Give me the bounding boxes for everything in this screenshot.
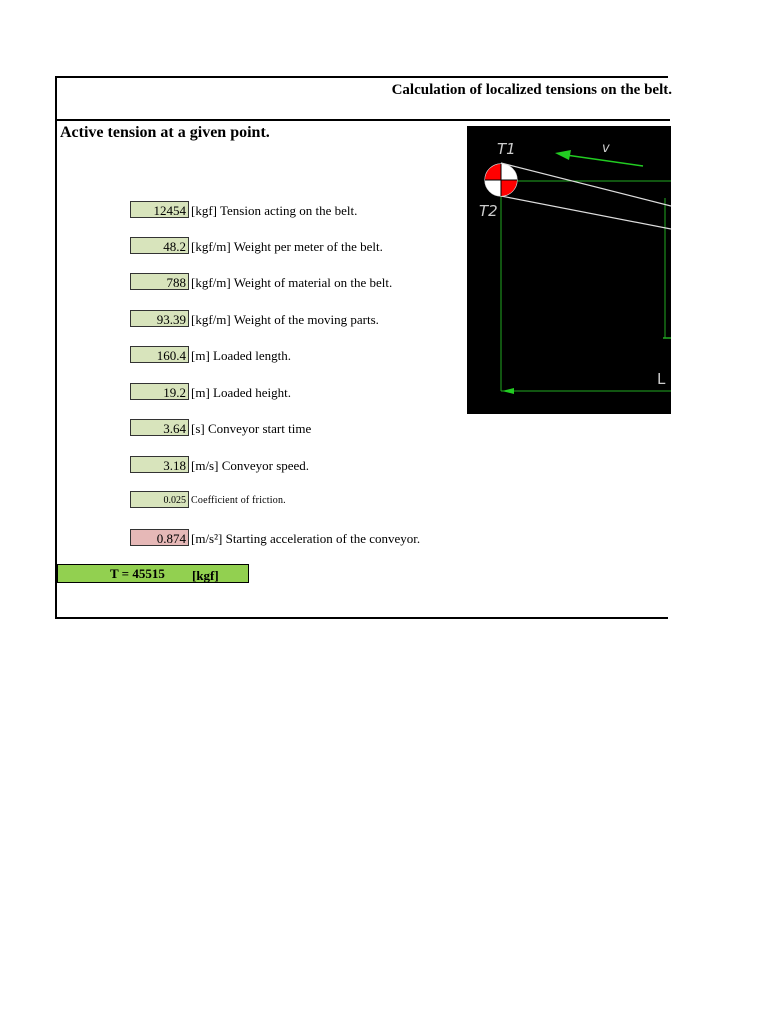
section-title: Active tension at a given point. xyxy=(60,124,270,141)
result-value: T = 45515 xyxy=(110,566,165,581)
result-cell xyxy=(57,564,249,583)
loaded-length-input[interactable]: 160.4 xyxy=(130,346,189,363)
acceleration-value: 0.874 xyxy=(130,529,189,546)
conveyor-diagram-svg xyxy=(467,126,671,414)
belt-bottom-line xyxy=(501,196,671,229)
tension-description: [kgf] Tension acting on the belt. xyxy=(191,203,358,218)
velocity-label: v xyxy=(602,141,610,156)
t1-label: T1 xyxy=(497,140,516,158)
material-weight-input[interactable]: 788 xyxy=(130,273,189,290)
start-time-description: [s] Conveyor start time xyxy=(191,421,312,436)
loaded-length-description: [m] Loaded length. xyxy=(191,348,291,363)
velocity-arrow-shaft xyxy=(559,154,643,166)
velocity-arrowhead-icon xyxy=(555,150,571,160)
length-label: L xyxy=(657,370,666,388)
calculation-sheet xyxy=(55,76,672,619)
dimension-arrowhead xyxy=(502,388,514,394)
result-unit: [kgf] xyxy=(192,568,219,583)
moving-parts-description: [kgf/m] Weight of the moving parts. xyxy=(191,312,379,327)
friction-input[interactable]: 0.025 xyxy=(130,491,189,508)
belt-weight-description: [kgf/m] Weight per meter of the belt. xyxy=(191,239,383,254)
belt-top-line xyxy=(501,163,671,206)
pulley-icon xyxy=(485,164,517,196)
speed-description: [m/s] Conveyor speed. xyxy=(191,458,310,473)
conveyor-diagram xyxy=(467,126,671,414)
speed-input[interactable]: 3.18 xyxy=(130,456,189,473)
page-title: Calculation of localized tensions on the belt. xyxy=(391,82,672,98)
title-row xyxy=(57,78,670,121)
belt-weight-input[interactable]: 48.2 xyxy=(130,237,189,254)
material-weight-description: [kgf/m] Weight of material on the belt. xyxy=(191,275,393,290)
loaded-height-description: [m] Loaded height. xyxy=(191,385,291,400)
acceleration-description: [m/s²] Starting acceleration of the conveyor. xyxy=(191,531,421,546)
start-time-input[interactable]: 3.64 xyxy=(130,419,189,436)
loaded-height-input[interactable]: 19.2 xyxy=(130,383,189,400)
moving-parts-input[interactable]: 93.39 xyxy=(130,310,189,327)
tension-input[interactable]: 12454 xyxy=(130,201,189,218)
friction-description: Coefficient of friction. xyxy=(191,495,286,506)
t2-label: T2 xyxy=(479,202,498,220)
